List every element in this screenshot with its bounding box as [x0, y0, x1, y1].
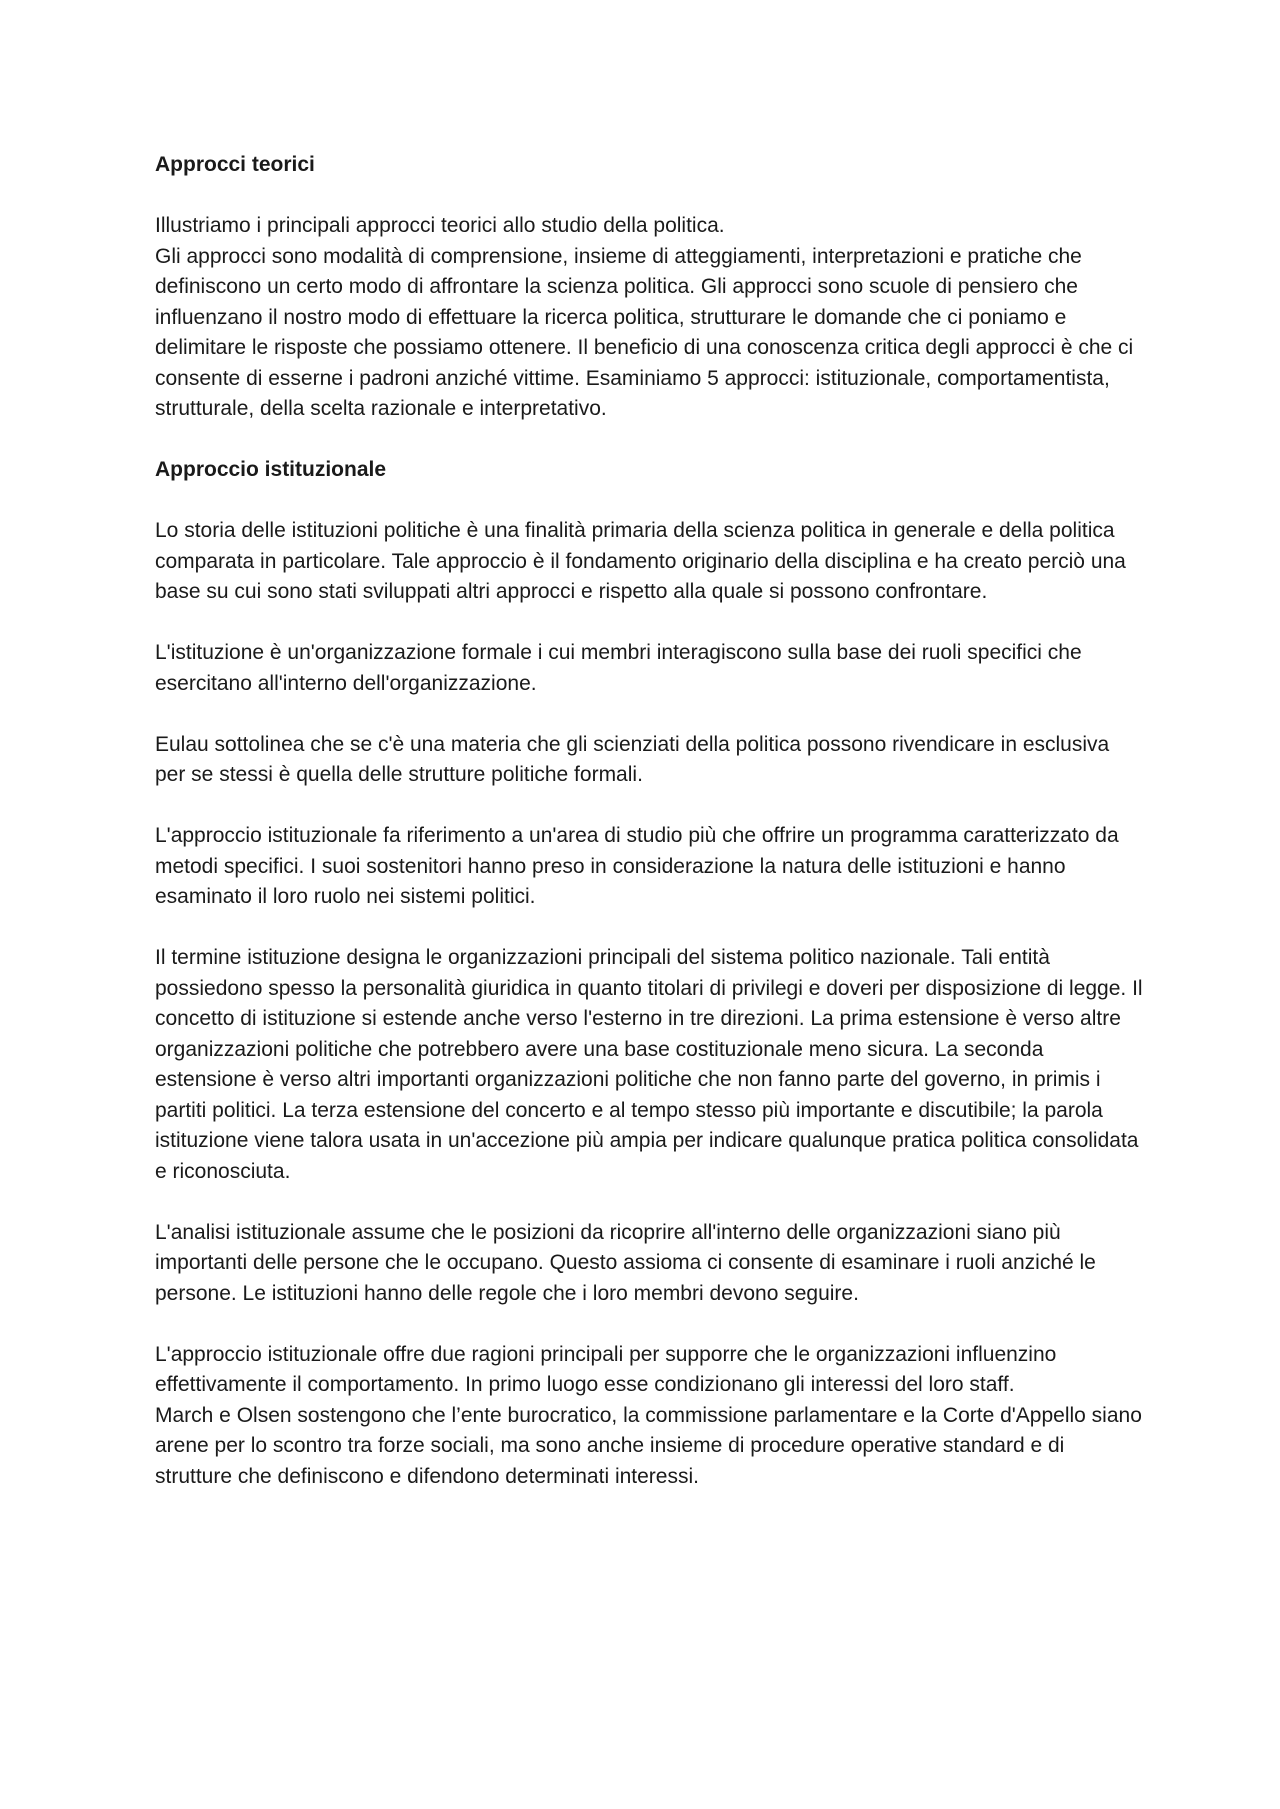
paragraph: Eulau sottolinea che se c'è una materia che gli scienziati della politica possono rivendicare in esclusiva per se stessi è quella delle strutture politiche formali.	[155, 732, 1110, 786]
document-page	[155, 150, 1145, 1492]
paragraph: Gli approcci sono modalità di comprensione, insieme di atteggiamenti, interpretazioni e pratiche che definiscono un certo modo di affrontare la scienza politica. Gli approcci sono scuole di pensiero che influenzano il nostro modo di effettuare la ricerca politica, strutturare le domande che ci poniamo e delimitare le risposte che possiamo ottenere. Il beneficio di una conoscenza critica degli approcci è che ci consente di esserne i padroni anziché vittime. Esaminiamo 5 approcci: istituzionale, comportamentista, strutturale, della scelta razionale e interpretativo.	[155, 244, 1134, 420]
section-heading: Approcci teorici	[155, 153, 315, 176]
paragraph: L'analisi istituzionale assume che le posizioni da ricoprire all'interno delle organizzazioni siano più importanti delle persone che le occupano. Questo assioma ci consente di esaminare i ruoli anziché le persone. Le istituzioni hanno delle regole che i loro membri devono seguire.	[155, 1220, 1096, 1305]
paragraph: Lo storia delle istituzioni politiche è una finalità primaria della scienza politica in generale e della politica comparata in particolare. Tale approccio è il fondamento originario della disciplina e ha creato perciò una base su cui sono stati sviluppati altri approcci e rispetto alla quale si possono confrontare.	[155, 519, 1126, 603]
paragraph: Il termine istituzione designa le organizzazioni principali del sistema politico nazionale. Tali entità possiedono spesso la personalità giuridica in quanto titolari di privilegi e doveri per disposizione di legge. Il concetto di istituzione si estende anche verso l'esterno in tre direzioni. La prima estensione è verso altre organizzazioni politiche che potrebbero avere una base costituzionale meno sicura. La seconda estensione è verso altri importanti organizzazioni politiche che non fanno parte del governo, in primis i partiti politici. La terza estensione del concerto e al tempo stesso più importante e discutibile; la parola istituzione viene talora usata in un'accezione più ampia per indicare qualunque pratica politica consolidata e riconosciuta.	[155, 946, 1143, 1183]
paragraph: March e Olsen sostengono che l’ente burocratico, la commissione parlamentare e la Corte d'Appello siano arene per lo scontro tra forze sociali, ma sono anche insieme di procedure operative standard e di strutture che definiscono e difendono determinati interessi.	[155, 1403, 1142, 1488]
section-heading: Approccio istituzionale	[155, 458, 387, 481]
paragraph: Illustriamo i principali approcci teorici allo studio della politica.	[155, 214, 725, 237]
paragraph: L'approccio istituzionale fa riferimento a un'area di studio più che offrire un programma caratterizzato da metodi specifici. I suoi sostenitori hanno preso in considerazione la natura delle istituzioni e hanno esaminato il loro ruolo nei sistemi politici.	[155, 824, 1119, 908]
paragraph: L'approccio istituzionale offre due ragioni principali per supporre che le organizzazioni influenzino effettivamente il comportamento. In primo luogo esse condizionano gli interessi del loro staff.	[155, 1342, 1057, 1396]
paragraph: L'istituzione è un'organizzazione formale i cui membri interagiscono sulla base dei ruoli specifici che esercitano all'interno dell'organizzazione.	[155, 641, 1082, 695]
